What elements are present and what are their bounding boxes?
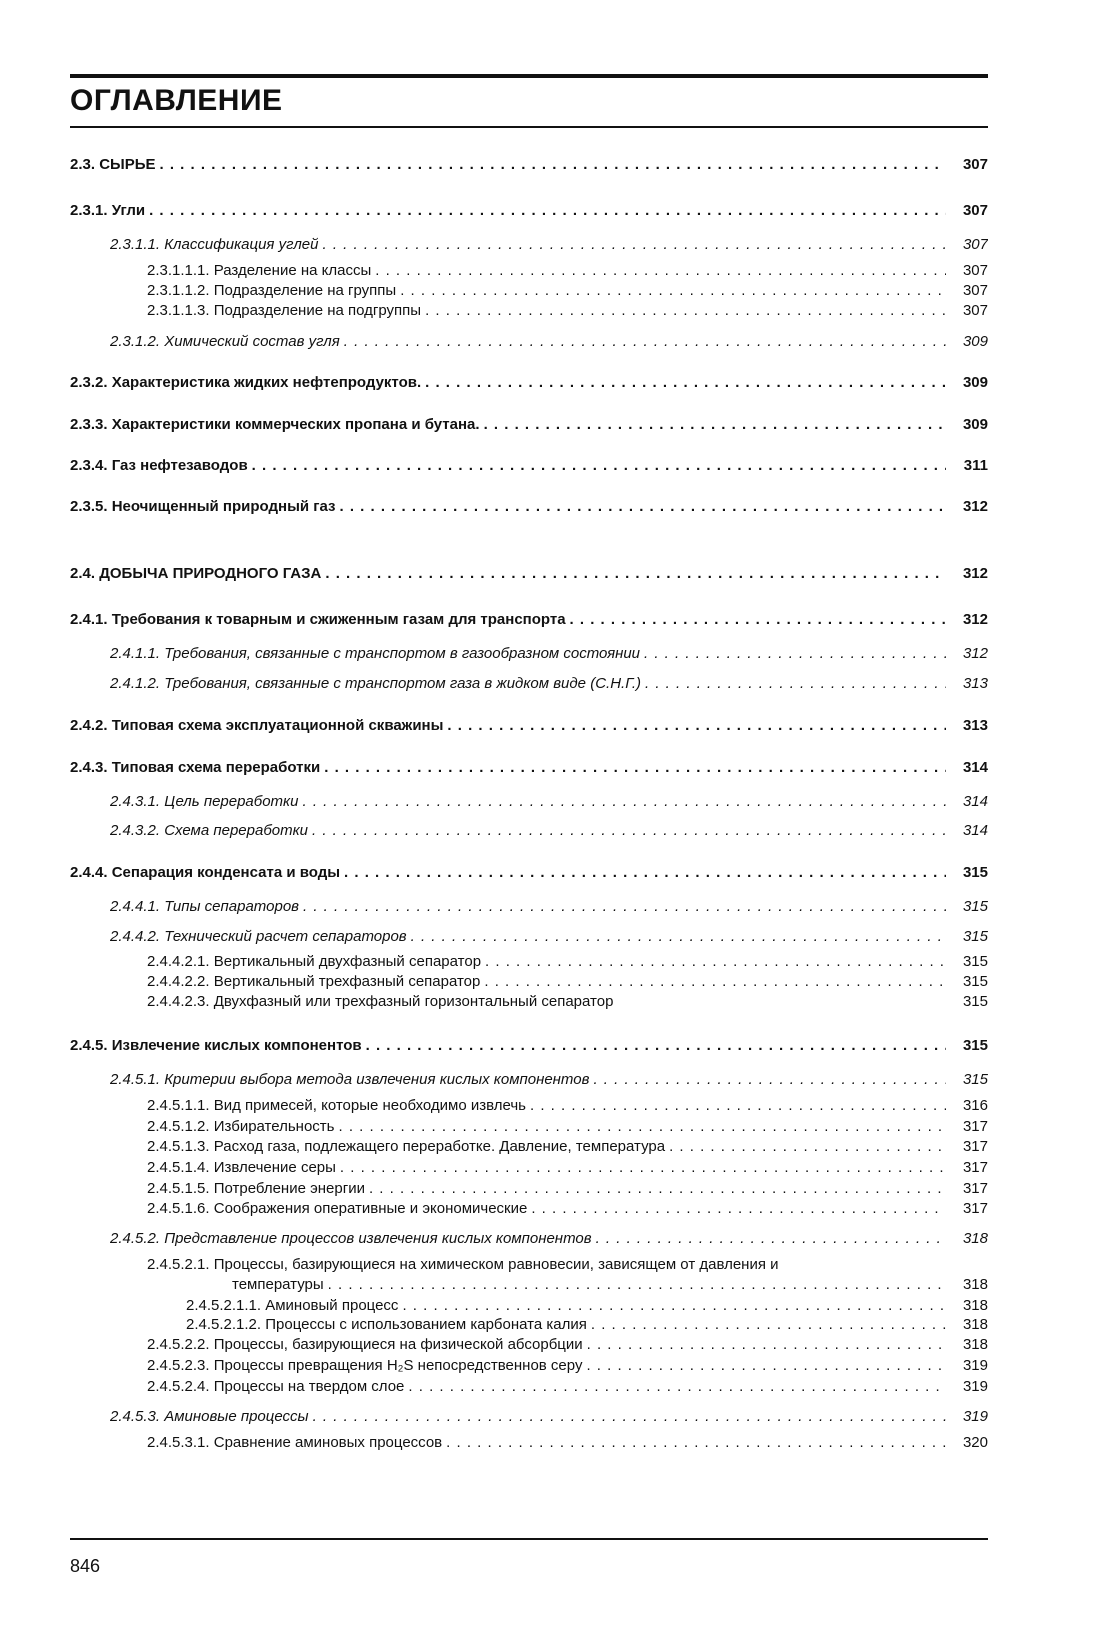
toc-entry[interactable]: 2.4.1. Требования к товарным и сжиженным газам для транспорта . . . 312: [70, 611, 988, 628]
toc-entry[interactable]: 2.4.4.2.3. Двухфазный или трехфазный горизонтальный сепаратор 315: [147, 993, 988, 1010]
toc-entry[interactable]: 2.4.4.2.1. Вертикальный двухфазный сепаратор . . . 315: [147, 953, 988, 970]
toc-entry[interactable]: 2.4.5.2.3. Процессы превращения H₂S непосредственнов серу . . . 319: [147, 1357, 988, 1374]
toc-entry[interactable]: 2.4.5.1.5. Потребление энергии . . . 317: [147, 1180, 988, 1197]
toc-entry[interactable]: 2.3.3. Характеристики коммерческих пропана и бутана. . . . 309: [70, 416, 988, 433]
toc-entry[interactable]: 2.4. ДОБЫЧА ПРИРОДНОГО ГАЗА . . . 312: [70, 565, 988, 582]
toc-entry[interactable]: 2.4.5.2.4. Процессы на твердом слое . . . 319: [147, 1378, 988, 1395]
toc-entry[interactable]: 2.4.4. Сепарация конденсата и воды . . . 315: [70, 864, 988, 881]
toc-entry[interactable]: 2.4.5.1. Критерии выбора метода извлечения кислых компонентов . . . 315: [110, 1071, 988, 1088]
toc-entry[interactable]: 2.4.5.1.3. Расход газа, подлежащего переработке. Давление, температура . . . 317: [147, 1138, 988, 1155]
toc-entry[interactable]: 2.4.5.1.4. Извлечение серы . . . 317: [147, 1159, 988, 1176]
toc-entry[interactable]: 2.4.5.1.2. Избирательность . . . 317: [147, 1118, 988, 1135]
toc-entry[interactable]: 2.4.1.1. Требования, связанные с транспортом в газообразном состоянии . . . 312: [110, 645, 988, 662]
toc-entry[interactable]: 2.4.4.1. Типы сепараторов . . . 315: [110, 898, 988, 915]
toc-entry[interactable]: 2.4.4.2. Технический расчет сепараторов . . . 315: [110, 928, 988, 945]
toc-entry[interactable]: 2.4.5.3.1. Сравнение аминовых процессов . . . 320: [147, 1434, 988, 1451]
page-number: 846: [70, 1556, 101, 1576]
toc-entry[interactable]: 2.3.5. Неочищенный природный газ . . . 312: [70, 498, 988, 515]
toc-entry[interactable]: 2.4.5.3. Аминовые процессы . . . 319: [110, 1408, 988, 1425]
toc-entry[interactable]: 2.4.5.1.6. Соображения оперативные и экономические . . . 317: [147, 1200, 988, 1217]
toc-entry[interactable]: 2.4.5.2.1.2. Процессы с использованием карбоната калия . . . 318: [186, 1316, 988, 1333]
toc-entry[interactable]: 2.4.5. Извлечение кислых компонентов . . . 315: [70, 1037, 988, 1054]
page-title: ОГЛАВЛЕНИЕ: [70, 84, 283, 117]
toc-entry[interactable]: температуры . . . 318: [232, 1276, 988, 1293]
toc-entry[interactable]: 2.4.3.2. Схема переработки . . . 314: [110, 822, 988, 839]
toc-entry[interactable]: 2.4.1.2. Требования, связанные с транспортом газа в жидком виде (С.Н.Г.) . . . 313: [110, 675, 988, 692]
toc-entry[interactable]: 2.4.4.2.2. Вертикальный трехфазный сепаратор . . . 315: [147, 973, 988, 990]
toc-entry[interactable]: 2.3.1.1.2. Подразделение на группы . . . 307: [147, 282, 988, 299]
toc-entry[interactable]: 2.3.1.1.3. Подразделение на подгруппы . . . 307: [147, 302, 988, 319]
toc-entry[interactable]: 2.4.5.2. Представление процессов извлечения кислых компонентов . . . 318: [110, 1230, 988, 1247]
toc-entry[interactable]: 2.4.2. Типовая схема эксплуатационной скважины . . . 313: [70, 717, 988, 734]
toc-entry[interactable]: 2.3.1.1. Классификация углей . . . 307: [110, 236, 988, 253]
toc-entry[interactable]: 2.4.5.2.1.1. Аминовый процесс . . . 318: [186, 1297, 988, 1314]
toc-entry[interactable]: 2.4.5.2.2. Процессы, базирующиеся на физической абсорбции . . . 318: [147, 1336, 988, 1353]
toc-entry[interactable]: 2.3.1.2. Химический состав угля . . . 309: [110, 333, 988, 350]
toc-entry[interactable]: 2.4.3. Типовая схема переработки . . . 314: [70, 759, 988, 776]
bottom-rule: [70, 1538, 988, 1540]
toc-entry-first-line[interactable]: 2.4.5.2.1. Процессы, базирующиеся на химическом равновесии, зависящем от давления и: [147, 1256, 779, 1273]
toc-entry[interactable]: 2.3.1.1.1. Разделение на классы . . . 307: [147, 262, 988, 279]
toc-entry[interactable]: 2.4.3.1. Цель переработки . . . 314: [110, 793, 988, 810]
toc-entry[interactable]: 2.3. СЫРЬЕ . . . 307: [70, 156, 988, 173]
toc-entry[interactable]: 2.3.2. Характеристика жидких нефтепродуктов. . . . 309: [70, 374, 988, 391]
toc-entry[interactable]: 2.3.4. Газ нефтезаводов . . . 311: [70, 457, 988, 474]
toc-entry[interactable]: 2.3.1. Угли . . . 307: [70, 202, 988, 219]
toc-entry[interactable]: 2.4.5.1.1. Вид примесей, которые необходимо извлечь . . . 316: [147, 1097, 988, 1114]
